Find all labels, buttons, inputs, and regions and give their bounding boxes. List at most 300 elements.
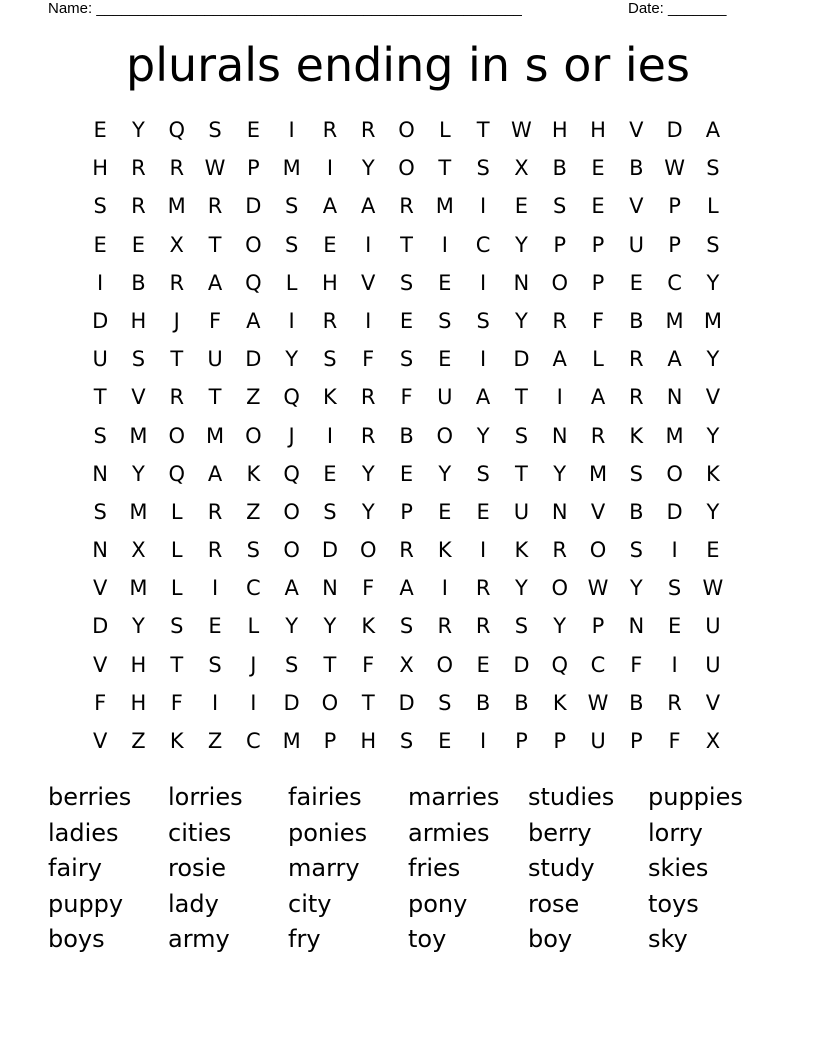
grid-cell: P: [553, 729, 567, 753]
grid-cell: M: [205, 423, 225, 448]
grid-cell: L: [247, 614, 260, 639]
grid-cell: O: [398, 118, 415, 142]
grid-cell: E: [591, 194, 605, 219]
word-list-item: skies: [648, 854, 709, 882]
grid-cell: R: [475, 576, 491, 601]
grid-cell: D: [666, 118, 683, 142]
grid-cell: R: [322, 308, 338, 333]
grid-cell: P: [553, 232, 567, 257]
grid-cell: D: [245, 347, 262, 372]
grid-cell: H: [360, 729, 377, 753]
grid-cell: P: [400, 499, 413, 524]
grid-cell: E: [438, 347, 452, 372]
grid-cell: S: [208, 118, 222, 142]
grid-cell: S: [284, 652, 299, 677]
grid-cell: Y: [285, 347, 299, 372]
word-list-item: sky: [648, 925, 688, 953]
grid-cell: J: [288, 423, 295, 448]
grid-cell: K: [629, 423, 644, 448]
grid-cell: S: [399, 270, 414, 295]
grid-cell: S: [706, 156, 720, 181]
grid-cell: S: [476, 156, 490, 181]
grid-cell: H: [590, 118, 606, 142]
grid-cell: E: [323, 461, 337, 486]
grid-cell: T: [476, 118, 490, 142]
grid-cell: O: [283, 538, 300, 563]
grid-cell: V: [629, 194, 644, 219]
grid-cell: V: [92, 652, 108, 677]
word-list-item: marry: [288, 854, 360, 882]
grid-cell: S: [323, 499, 337, 524]
grid-cell: T: [438, 156, 452, 181]
grid-cell: B: [629, 690, 644, 715]
grid-cell: M: [703, 308, 722, 333]
grid-cell: H: [130, 690, 147, 715]
grid-cell: L: [285, 270, 298, 295]
grid-cell: M: [167, 194, 186, 219]
grid-cell: V: [629, 118, 644, 142]
grid-cell: W: [702, 576, 724, 601]
grid-cell: F: [170, 690, 183, 715]
grid-cell: Y: [706, 423, 720, 448]
grid-cell: R: [667, 690, 682, 715]
grid-cell: O: [245, 232, 262, 257]
grid-cell: I: [480, 538, 487, 563]
grid-cell: O: [398, 156, 415, 181]
grid-cell: R: [552, 308, 567, 333]
grid-cell: P: [515, 729, 528, 753]
grid-cell: X: [705, 729, 721, 753]
grid-cell: F: [668, 729, 681, 753]
grid-cell: P: [247, 156, 260, 181]
grid-cell: Q: [551, 652, 568, 677]
grid-cell: D: [666, 499, 683, 524]
grid-cell: S: [438, 308, 452, 333]
word-list-item: rose: [528, 889, 580, 918]
grid-cell: S: [399, 614, 414, 639]
grid-cell: Y: [361, 156, 375, 181]
grid-cell: U: [705, 614, 721, 639]
letter-grid: [81, 111, 732, 760]
grid-cell: R: [360, 118, 376, 142]
grid-cell: U: [437, 385, 453, 410]
grid-cell: V: [361, 270, 376, 295]
grid-cell: Q: [245, 270, 262, 295]
word-list-item: fries: [408, 854, 461, 882]
grid-cell: I: [441, 576, 448, 601]
grid-cell: N: [666, 385, 683, 410]
grid-cell: H: [130, 308, 147, 333]
grid-cell: R: [475, 614, 491, 639]
grid-cell: Q: [168, 118, 185, 142]
grid-cell: Y: [706, 499, 720, 524]
grid-cell: I: [671, 538, 678, 563]
grid-cell: L: [438, 118, 451, 142]
grid-cell: O: [551, 270, 568, 295]
grid-cell: S: [131, 347, 146, 372]
grid-cell: T: [515, 461, 528, 486]
grid-cell: B: [514, 690, 529, 715]
grid-cell: Z: [207, 729, 223, 753]
grid-cell: D: [398, 690, 415, 715]
grid-cell: N: [513, 270, 530, 295]
grid-cell: O: [168, 423, 185, 448]
grid-cell: J: [173, 308, 180, 333]
grid-cell: E: [323, 232, 337, 257]
grid-cell: W: [204, 156, 226, 181]
grid-cell: K: [323, 385, 337, 410]
word-list-item: fairies: [288, 783, 362, 811]
grid-cell: K: [706, 461, 720, 486]
grid-cell: A: [361, 194, 376, 219]
grid-cell: T: [208, 232, 222, 257]
grid-cell: S: [438, 690, 452, 715]
grid-cell: A: [207, 461, 223, 486]
grid-cell: V: [131, 385, 146, 410]
grid-cell: Y: [553, 461, 567, 486]
grid-cell: I: [480, 347, 487, 372]
name-field: Name: ___________________________________________________: [48, 0, 522, 17]
grid-cell: E: [514, 194, 529, 219]
grid-cell: T: [170, 652, 184, 677]
grid-cell: M: [129, 423, 148, 448]
grid-cell: V: [705, 690, 721, 715]
grid-cell: S: [323, 347, 337, 372]
word-list-item: city: [288, 889, 332, 918]
word-list-item: army: [168, 925, 230, 953]
grid-cell: Y: [323, 614, 337, 639]
grid-cell: N: [628, 614, 645, 639]
word-list-item: lady: [168, 889, 219, 918]
grid-cell: S: [553, 194, 567, 219]
grid-cell: R: [360, 423, 376, 448]
grid-cell: R: [169, 156, 185, 181]
grid-cell: Y: [515, 576, 528, 601]
grid-cell: A: [590, 385, 606, 410]
word-list-item: berry: [528, 818, 592, 847]
grid-cell: O: [551, 576, 568, 601]
word-list: [48, 780, 768, 958]
grid-cell: T: [323, 652, 337, 677]
grid-cell: D: [92, 308, 109, 333]
word-list-item: rosie: [168, 854, 226, 882]
word-list-item: fry: [288, 925, 321, 953]
grid-cell: F: [630, 652, 643, 677]
grid-cell: K: [361, 614, 376, 639]
grid-cell: Q: [168, 461, 185, 486]
grid-cell: P: [668, 194, 681, 219]
grid-cell: I: [441, 232, 448, 257]
grid-cell: S: [514, 614, 529, 639]
grid-cell: X: [131, 538, 146, 563]
grid-cell: M: [282, 156, 301, 181]
grid-cell: Q: [283, 385, 300, 410]
grid-cell: A: [667, 347, 682, 372]
grid-cell: R: [131, 194, 146, 219]
grid-cell: W: [664, 156, 685, 181]
grid-cell: E: [706, 538, 720, 563]
grid-cell: Y: [132, 614, 145, 639]
grid-cell: L: [170, 576, 183, 601]
grid-cell: A: [246, 308, 261, 333]
grid-cell: N: [322, 576, 338, 601]
grid-cell: W: [587, 576, 609, 601]
grid-cell: S: [284, 194, 299, 219]
grid-cell: P: [668, 232, 681, 257]
grid-cell: E: [208, 614, 222, 639]
grid-cell: K: [514, 538, 529, 563]
grid-cell: O: [283, 499, 300, 524]
grid-cell: D: [283, 690, 300, 715]
grid-cell: C: [246, 576, 261, 601]
grid-cell: Y: [361, 499, 375, 524]
grid-cell: S: [706, 232, 720, 257]
grid-cell: N: [92, 461, 108, 486]
grid-cell: E: [591, 156, 605, 181]
grid-cell: E: [93, 232, 107, 257]
grid-cell: F: [208, 308, 222, 333]
grid-cell: E: [399, 308, 414, 333]
grid-cell: M: [588, 461, 608, 486]
grid-cell: V: [590, 499, 606, 524]
grid-cell: A: [705, 118, 721, 142]
word-list-item: studies: [528, 783, 615, 811]
grid-cell: R: [399, 194, 414, 219]
word-list-item: lorry: [648, 818, 703, 847]
grid-cell: E: [476, 652, 490, 677]
grid-cell: B: [629, 308, 644, 333]
grid-cell: E: [246, 118, 260, 142]
grid-cell: X: [399, 652, 414, 677]
grid-cell: W: [511, 118, 532, 142]
grid-cell: T: [170, 347, 184, 372]
grid-cell: H: [551, 118, 568, 142]
grid-cell: B: [475, 690, 491, 715]
grid-cell: S: [208, 652, 222, 677]
grid-cell: U: [590, 729, 606, 753]
grid-cell: E: [131, 232, 146, 257]
grid-cell: F: [591, 308, 605, 333]
grid-cell: Y: [438, 461, 452, 486]
grid-cell: S: [93, 423, 107, 448]
grid-cell: H: [92, 156, 109, 181]
grid-cell: P: [591, 270, 605, 295]
grid-cell: S: [629, 461, 643, 486]
grid-cell: A: [207, 270, 223, 295]
grid-cell: F: [94, 690, 107, 715]
grid-cell: R: [399, 538, 414, 563]
word-list-item: marries: [408, 783, 500, 811]
grid-cell: P: [591, 232, 605, 257]
grid-cell: S: [629, 538, 643, 563]
grid-cell: I: [480, 270, 487, 295]
word-list-item: fairy: [48, 854, 102, 882]
page-title: plurals ending in s or ies: [126, 38, 690, 92]
grid-cell: Z: [246, 499, 261, 524]
grid-cell: C: [246, 729, 261, 753]
grid-cell: Y: [706, 270, 720, 295]
grid-cell: R: [629, 347, 644, 372]
grid-cell: T: [361, 690, 375, 715]
grid-cell: E: [629, 270, 643, 295]
grid-cell: C: [590, 652, 606, 677]
grid-cell: B: [629, 156, 644, 181]
grid-cell: J: [250, 652, 257, 677]
word-list-item: ponies: [288, 818, 368, 847]
grid-cell: Z: [246, 385, 261, 410]
grid-cell: R: [590, 423, 606, 448]
grid-cell: N: [92, 538, 108, 563]
date-field: Date: _______: [628, 0, 727, 17]
grid-cell: M: [665, 308, 684, 333]
grid-cell: B: [131, 270, 146, 295]
grid-cell: A: [552, 347, 567, 372]
grid-cell: F: [362, 347, 375, 372]
grid-cell: I: [211, 690, 219, 715]
grid-cell: S: [476, 461, 490, 486]
grid-cell: R: [169, 270, 185, 295]
grid-cell: Y: [515, 308, 528, 333]
grid-cell: T: [208, 385, 222, 410]
grid-cell: B: [399, 423, 414, 448]
grid-cell: N: [551, 423, 568, 448]
grid-cell: R: [207, 194, 223, 219]
grid-cell: P: [323, 729, 337, 753]
grid-cell: T: [400, 232, 413, 257]
grid-cell: I: [288, 308, 295, 333]
word-list-item: toy: [408, 925, 447, 953]
grid-cell: F: [400, 385, 413, 410]
grid-cell: E: [438, 499, 452, 524]
grid-cell: L: [170, 499, 183, 524]
grid-cell: I: [326, 156, 334, 181]
grid-cell: R: [360, 385, 376, 410]
grid-cell: E: [93, 118, 107, 142]
grid-cell: I: [250, 690, 257, 715]
word-list-item: ladies: [48, 818, 119, 847]
grid-cell: M: [435, 194, 454, 219]
grid-cell: B: [552, 156, 567, 181]
grid-cell: M: [129, 499, 148, 524]
grid-cell: O: [359, 538, 377, 563]
grid-cell: V: [92, 729, 108, 753]
grid-cell: X: [514, 156, 529, 181]
grid-cell: L: [170, 538, 183, 563]
grid-cell: R: [169, 385, 185, 410]
grid-cell: M: [282, 729, 301, 753]
grid-cell: R: [322, 118, 338, 142]
grid-cell: U: [207, 347, 223, 372]
grid-cell: I: [97, 270, 104, 295]
grid-cell: V: [92, 576, 108, 601]
word-list-item: toys: [648, 889, 699, 918]
grid-cell: Y: [476, 423, 490, 448]
grid-cell: K: [169, 729, 184, 753]
grid-cell: C: [475, 232, 491, 257]
grid-cell: Y: [132, 118, 145, 142]
grid-cell: H: [322, 270, 338, 295]
grid-cell: R: [437, 614, 453, 639]
grid-cell: S: [399, 729, 414, 753]
word-list-item: puppy: [48, 889, 124, 918]
grid-cell: I: [326, 423, 334, 448]
grid-cell: F: [362, 576, 375, 601]
grid-cell: M: [129, 576, 148, 601]
grid-cell: R: [629, 385, 644, 410]
grid-cell: O: [321, 690, 339, 715]
grid-cell: W: [587, 690, 609, 715]
grid-cell: D: [321, 538, 339, 563]
grid-cell: D: [513, 652, 530, 677]
grid-cell: H: [130, 652, 147, 677]
grid-cell: P: [591, 614, 605, 639]
grid-cell: E: [438, 729, 452, 753]
grid-cell: E: [399, 461, 414, 486]
grid-cell: Y: [629, 576, 643, 601]
grid-cell: R: [207, 499, 223, 524]
grid-cell: B: [629, 499, 644, 524]
grid-cell: U: [92, 347, 108, 372]
grid-cell: S: [514, 423, 529, 448]
grid-cell: E: [438, 270, 452, 295]
grid-cell: S: [667, 576, 682, 601]
grid-cell: Y: [361, 461, 375, 486]
grid-cell: D: [513, 347, 530, 372]
grid-cell: S: [170, 614, 184, 639]
grid-cell: D: [92, 614, 109, 639]
word-list-item: cities: [168, 818, 232, 847]
grid-cell: I: [671, 652, 678, 677]
grid-cell: N: [551, 499, 568, 524]
grid-cell: Z: [131, 729, 146, 753]
word-list-item: boys: [48, 925, 105, 953]
grid-cell: L: [592, 347, 604, 372]
grid-cell: U: [705, 652, 721, 677]
grid-cell: M: [665, 423, 684, 448]
word-list-item: berries: [48, 783, 132, 811]
grid-cell: F: [362, 652, 375, 677]
grid-cell: I: [365, 308, 372, 333]
grid-cell: Y: [706, 347, 720, 372]
word-list-item: pony: [408, 889, 468, 918]
grid-cell: O: [666, 461, 683, 486]
grid-cell: I: [480, 194, 487, 219]
grid-cell: O: [589, 538, 607, 563]
grid-cell: X: [169, 232, 184, 257]
word-list-item: boy: [528, 925, 573, 953]
grid-cell: D: [245, 194, 262, 219]
grid-cell: S: [246, 538, 260, 563]
grid-cell: Y: [285, 614, 299, 639]
word-list-item: armies: [408, 818, 490, 847]
grid-cell: T: [93, 385, 107, 410]
grid-cell: A: [475, 385, 491, 410]
grid-cell: K: [437, 538, 452, 563]
grid-cell: S: [399, 347, 414, 372]
grid-cell: I: [211, 576, 219, 601]
grid-cell: S: [93, 194, 107, 219]
grid-cell: R: [131, 156, 146, 181]
grid-cell: S: [476, 308, 490, 333]
grid-cell: A: [399, 576, 414, 601]
word-list-item: puppies: [648, 783, 743, 811]
grid-cell: S: [284, 232, 299, 257]
grid-cell: I: [480, 729, 487, 753]
grid-cell: U: [628, 232, 644, 257]
grid-cell: P: [629, 729, 643, 753]
grid-cell: E: [667, 614, 682, 639]
grid-cell: O: [436, 652, 454, 677]
